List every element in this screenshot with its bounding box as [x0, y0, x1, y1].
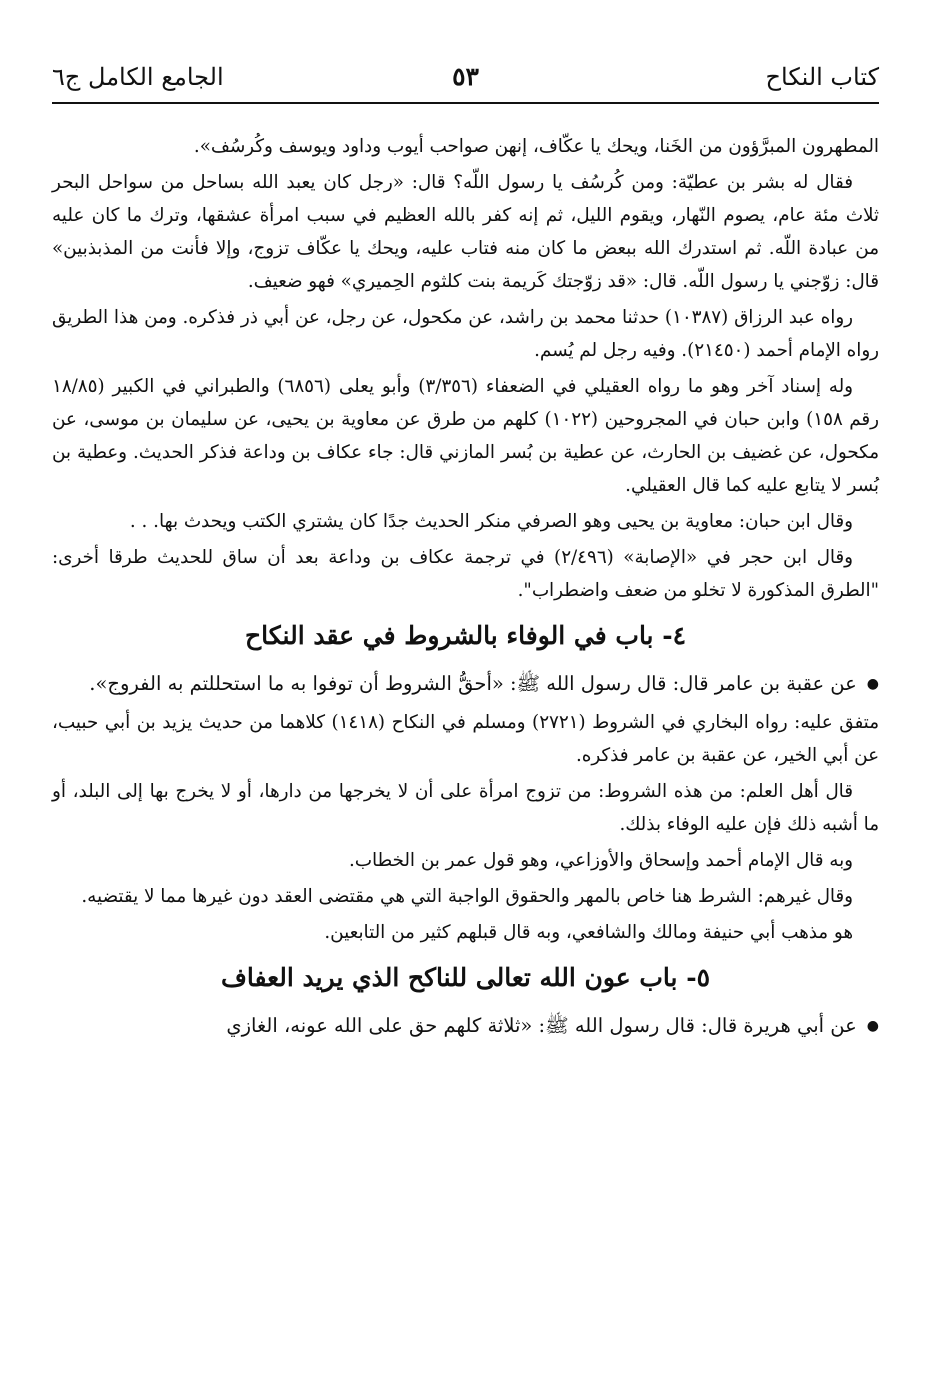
section-heading: ٤- باب في الوفاء بالشروط في عقد النكاح: [244, 621, 687, 650]
paragraph: قال أهل العلم: من هذه الشروط: من تزوج امرأة على أن لا يخرجها من دارها، أو لا يخرج بها إلى البلد، أو ما أشبه ذلك فإن عليه الوفاء بذلك.: [52, 781, 879, 835]
paragraph: فقال له بشر بن عطيّة: ومن كُرسُف يا رسول اللّه؟ قال: «رجل كان يعبد الله بساحل من سواحل البحر ثلاث مئة عام، يصوم النّهار، ويقوم الليل، ثم إنه كفر بالله العظيم في سبب امرأة عشقها، وترك ما كان عليه من عبادة اللّه. ثم استدرك الله ببعض ما كان منه فتاب عليه، ويحك يا عكّاف تزوج، وإلا فأنت من المذبذبين» قال: زوّجني يا رسول اللّه. قال: «قد زوّجتك كَريمة بنت كلثوم الحِميري» فهو ضعيف.: [52, 172, 879, 292]
paragraph: هو مذهب أبي حنيفة ومالك والشافعي، وبه قال قبلهم كثير من التابعين.: [324, 922, 853, 943]
bullet-icon: ●: [866, 676, 879, 692]
paragraph: وقال ابن حجر في «الإصابة» (٢/٤٩٦) في ترجمة عكاف بن وداعة بعد أن ساق للحديث طرقا أخرى: "الطرق المذكورة لا تخلو من ضعف واضطراب".: [52, 547, 879, 601]
paragraph: وله إسناد آخر وهو ما رواه العقيلي في الضعفاء (٣/٣٥٦) وأبو يعلى (٦٨٥٦) والطبراني في الكبير (١٨/٨٥ رقم ١٥٨) وابن حبان في المجروحين (١٠٢٢) كلهم من طرق عن معاوية بن يحيى، عن سليمان بن موسى، عن مكحول، عن غضيف بن الحارث، عن عطية بن بُسر المازني قال: جاء عكاف بن وداعة فذكر الحديث. وعطية بن بُسر لا يتابع عليه كما قال العقيلي.: [52, 376, 879, 496]
hadith-text: [52, 665, 879, 703]
chapter-title: كتاب النكاح: [765, 63, 879, 91]
hadith-text: [52, 1007, 879, 1045]
section-heading: ٥- باب عون الله تعالى للناكح الذي يريد العفاف: [220, 963, 711, 992]
page-number: ٥٣: [452, 62, 479, 91]
paragraph: وبه قال الإمام أحمد وإسحاق والأوزاعي، وهو قول عمر بن الخطاب.: [348, 850, 853, 871]
page-body: [52, 130, 879, 1048]
paragraph: وقال غيرهم: الشرط هنا خاص بالمهر والحقوق الواجبة التي هي مقتضى العقد دون غيرها مما لا يقتضيه.: [81, 886, 853, 907]
paragraph: المطهرون المبرَّؤون من الخَنا، ويحك يا عكّاف، إنهن صواحب أيوب وداود ويوسف وكُرسُف».: [193, 136, 879, 157]
paragraph: متفق عليه: رواه البخاري في الشروط (٢٧٢١) ومسلم في النكاح (١٤١٨) كلاهما من حديث يزيد بن أبي حبيب، عن أبي الخير، عن عقبة بن عامر فذكره.: [52, 712, 879, 766]
paragraph: وقال ابن حبان: معاوية بن يحيى وهو الصرفي منكر الحديث جدًا كان يشتري الكتب ويحدث بها. . .: [129, 511, 853, 532]
page-header: [52, 52, 879, 104]
bullet-icon: ●: [866, 1018, 879, 1034]
book-title: الجامع الكامل ج٦: [52, 63, 224, 91]
hadith-body: عن عقبة بن عامر قال: قال رسول الله ﷺ: «أحقُّ الشروط أن توفوا به ما استحللتم به الفروج».: [89, 672, 857, 695]
paragraph: رواه عبد الرزاق (١٠٣٨٧) حدثنا محمد بن راشد، عن مكحول، عن رجل، عن أبي ذر فذكره. ومن هذا الطريق رواه الإمام أحمد (٢١٤٥٠). وفيه رجل لم يُسم.: [52, 307, 879, 361]
hadith-body: عن أبي هريرة قال: قال رسول الله ﷺ: «ثلاثة كلهم حق على الله عونه، الغازي: [226, 1014, 857, 1037]
